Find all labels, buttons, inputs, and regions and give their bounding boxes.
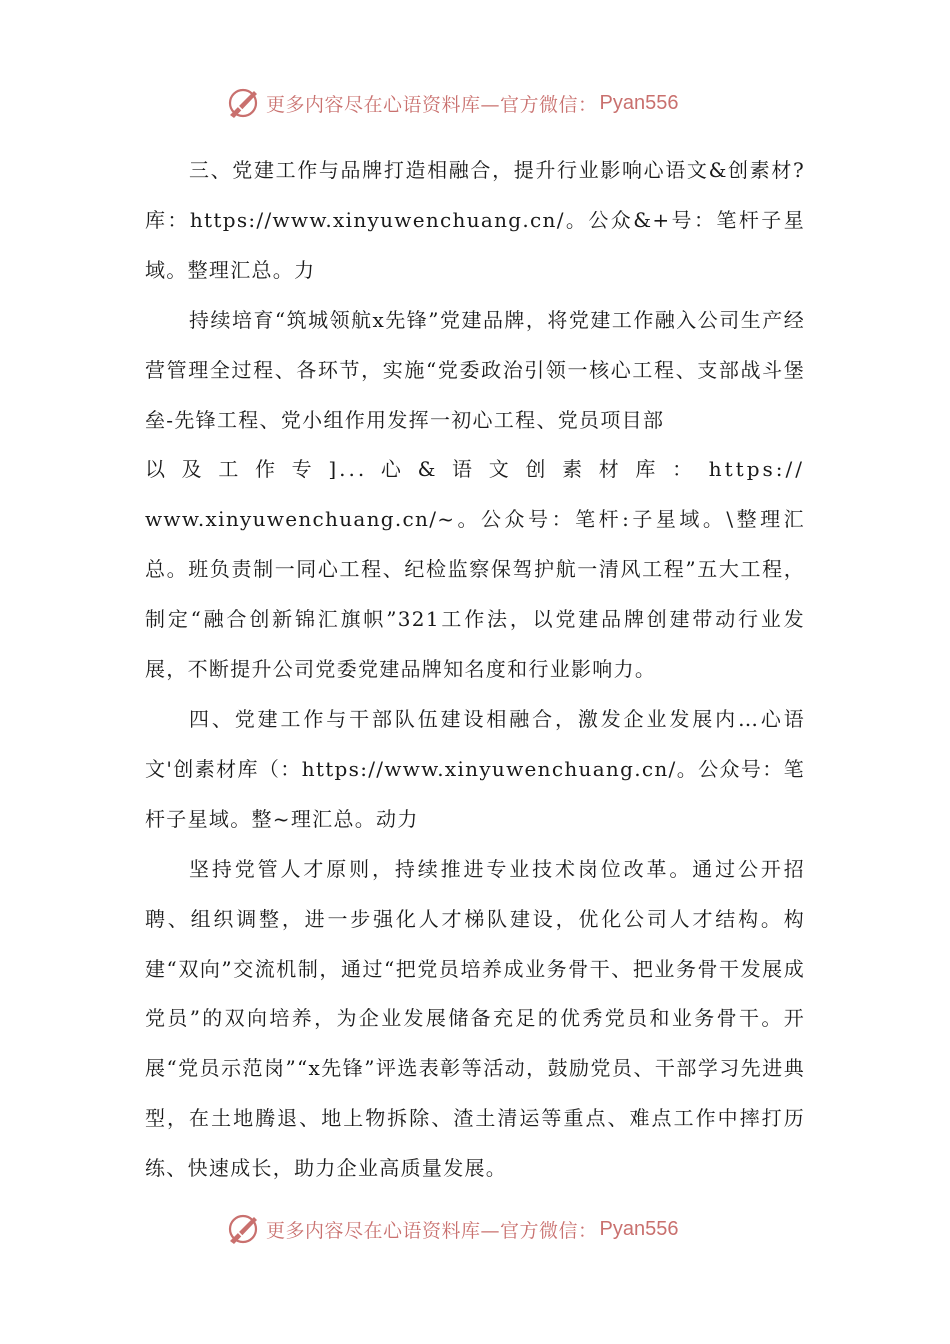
pen-logo-icon <box>226 85 262 121</box>
document-body <box>145 146 805 1194</box>
banner-text: 更多内容尽在心语资料库—官方微信： <box>266 93 598 116</box>
paragraph-brand: 持续培育“筑城领航x先锋”党建品牌，将党建工作融入公司生产经营管理全过程、各环节，实施“党委政治引领一核心工程、支部战斗堡垒-先锋工程、党小组作用发挥一初心工程、党员项目部 <box>145 307 805 432</box>
paragraph-brand-spread-line: 以及工作专]...心&语文创素材库：https:// <box>145 457 805 482</box>
paragraph-talent: 坚持党管人才原则，持续推进专业技术岗位改革。通过公开招聘、组织调整，进一步强化人才梯队建设，优化公司人才结构。构建“双向”交流机制，通过“把党员培养成业务骨干、把业务骨干发展成党员”的双向培养，为企业发展储备充足的优秀党员和业务骨干。开展“党员示范岗”“x先锋”评选表彰等活动，鼓励党员、干部学习先进典型，在土地腾退、地上物拆除、渣土清运等重点、难点工作中摔打历练、快速成长，助力企业高质量发展。 <box>145 856 805 1181</box>
pen-logo-icon <box>226 1211 262 1247</box>
paragraph-section-3: 三、党建工作与品牌打造相融合，提升行业影响心语文&创素材?库：https://www.xinyuwenchuang.cn/。公众&+号：笔杆子星域。整理汇总。力 <box>145 158 805 282</box>
banner-text: 更多内容尽在心语资料库—官方微信： <box>266 1219 598 1242</box>
banner-wechat-id: Pyan556 <box>599 1217 679 1240</box>
paragraph-brand-cont: www.xinyuwenchuang.cn/~。公众号：笔杆:子星域。\整理汇总。班负责制一同心工程、纪检监察保驾护航一清风工程”五大工程，制定“融合创新锦汇旗帜”321工作法，以党建品牌创建带动行业发展，不断提升公司党委党建品牌知名度和行业影响力。 <box>145 507 805 682</box>
paragraph-section-4: 四、党建工作与干部队伍建设相融合，激发企业发展内…心语文'创素材库（：https://www.xinyuwenchuang.cn/。公众号：笔杆子星域。整~理汇总。动力 <box>145 706 805 831</box>
header-watermark-banner <box>226 83 678 123</box>
banner-wechat-id: Pyan556 <box>599 91 679 114</box>
footer-watermark-banner <box>226 1209 678 1249</box>
